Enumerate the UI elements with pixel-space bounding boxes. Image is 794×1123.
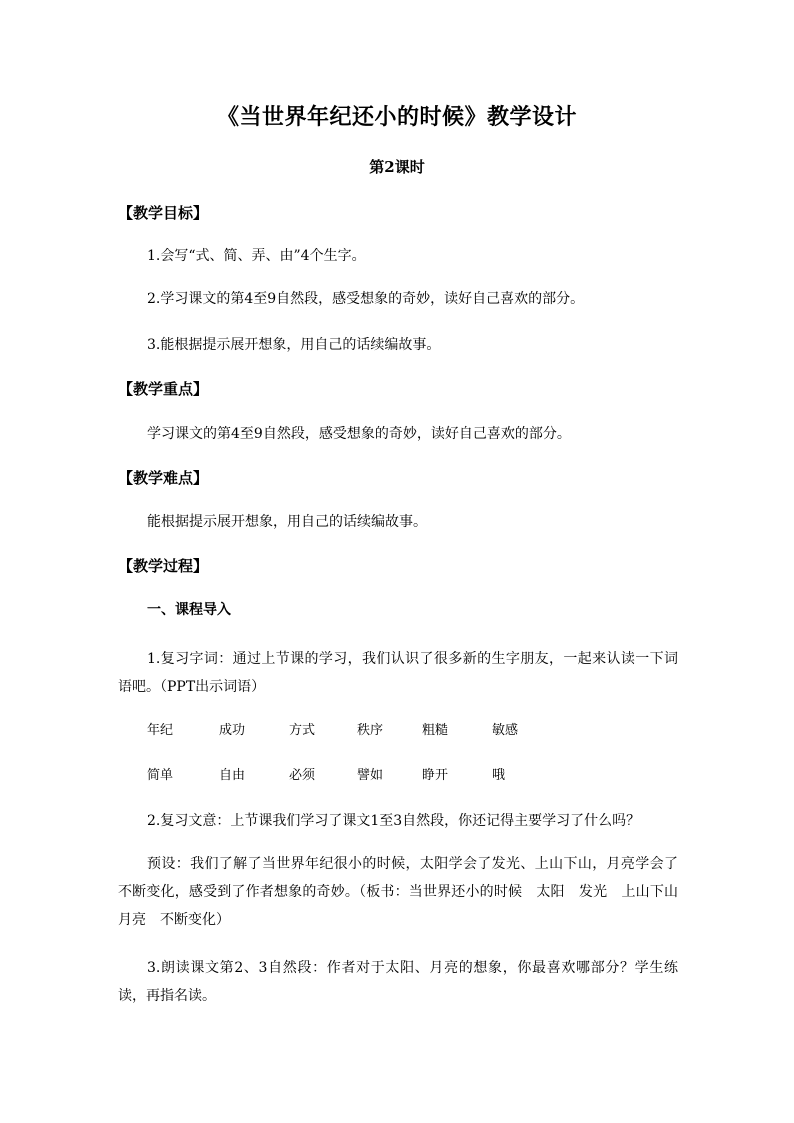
vocab-word: 年纪 xyxy=(147,723,174,738)
vocab-word: 睁开 xyxy=(422,768,449,783)
difficulties-heading: 【教学难点】 xyxy=(118,469,209,487)
vocab-word: 成功 xyxy=(219,723,246,738)
key-points-heading: 【教学重点】 xyxy=(118,380,209,398)
vocab-word: 粗糙 xyxy=(422,723,449,738)
objective-item: 1.会写“式、简、弄、由”4个生字。 xyxy=(147,248,366,264)
vocab-word: 秩序 xyxy=(357,723,384,738)
document-title: 《当世界年纪还小的时候》教学设计 xyxy=(216,104,577,130)
vocab-word: 必须 xyxy=(289,768,316,783)
process-heading: 【教学过程】 xyxy=(118,557,209,575)
process-step-2: 2.复习文意：上节课我们学习了课文1至3自然段，你还记得主要学习了什么吗？ xyxy=(147,813,641,829)
process-subheading: 一、课程导入 xyxy=(147,602,231,618)
difficulties-text: 能根据提示展开想象，用自己的话续编故事。 xyxy=(147,514,427,530)
process-step-3: 3.朗读课文第2、3自然段：作者对于太阳、月亮的想象，你最喜欢哪部分？学生练读，再指名读。 xyxy=(118,960,678,1004)
vocab-word: 哦 xyxy=(492,768,506,783)
key-points-text: 学习课文的第4至9自然段，感受想象的奇妙，读好自己喜欢的部分。 xyxy=(147,426,571,442)
objectives-heading: 【教学目标】 xyxy=(118,204,209,222)
lesson-period: 第2课时 xyxy=(369,158,425,176)
objective-item: 3.能根据提示展开想象，用自己的话续编故事。 xyxy=(147,337,441,353)
vocab-word: 简单 xyxy=(147,768,174,783)
objective-item: 2.学习课文的第4至9自然段，感受想象的奇妙，读好自己喜欢的部分。 xyxy=(147,291,585,307)
vocab-word: 敏感 xyxy=(492,723,519,738)
process-preset: 预设：我们了解了当世界年纪很小的时候，太阳学会了发光、上山下山，月亮学会了不断变化，感受到了作者想象的奇妙。（板书：当世界还小的时候 太阳 发光 上山下山 月亮 不断变化） xyxy=(118,856,692,928)
process-step-1: 1.复习字词：通过上节课的学习，我们认识了很多新的生字朋友，一起来认读一下词语吧。（PPT出示词语） xyxy=(118,651,678,695)
vocab-word: 方式 xyxy=(289,723,316,738)
vocab-word: 譬如 xyxy=(357,768,384,783)
vocab-word: 自由 xyxy=(219,768,246,783)
